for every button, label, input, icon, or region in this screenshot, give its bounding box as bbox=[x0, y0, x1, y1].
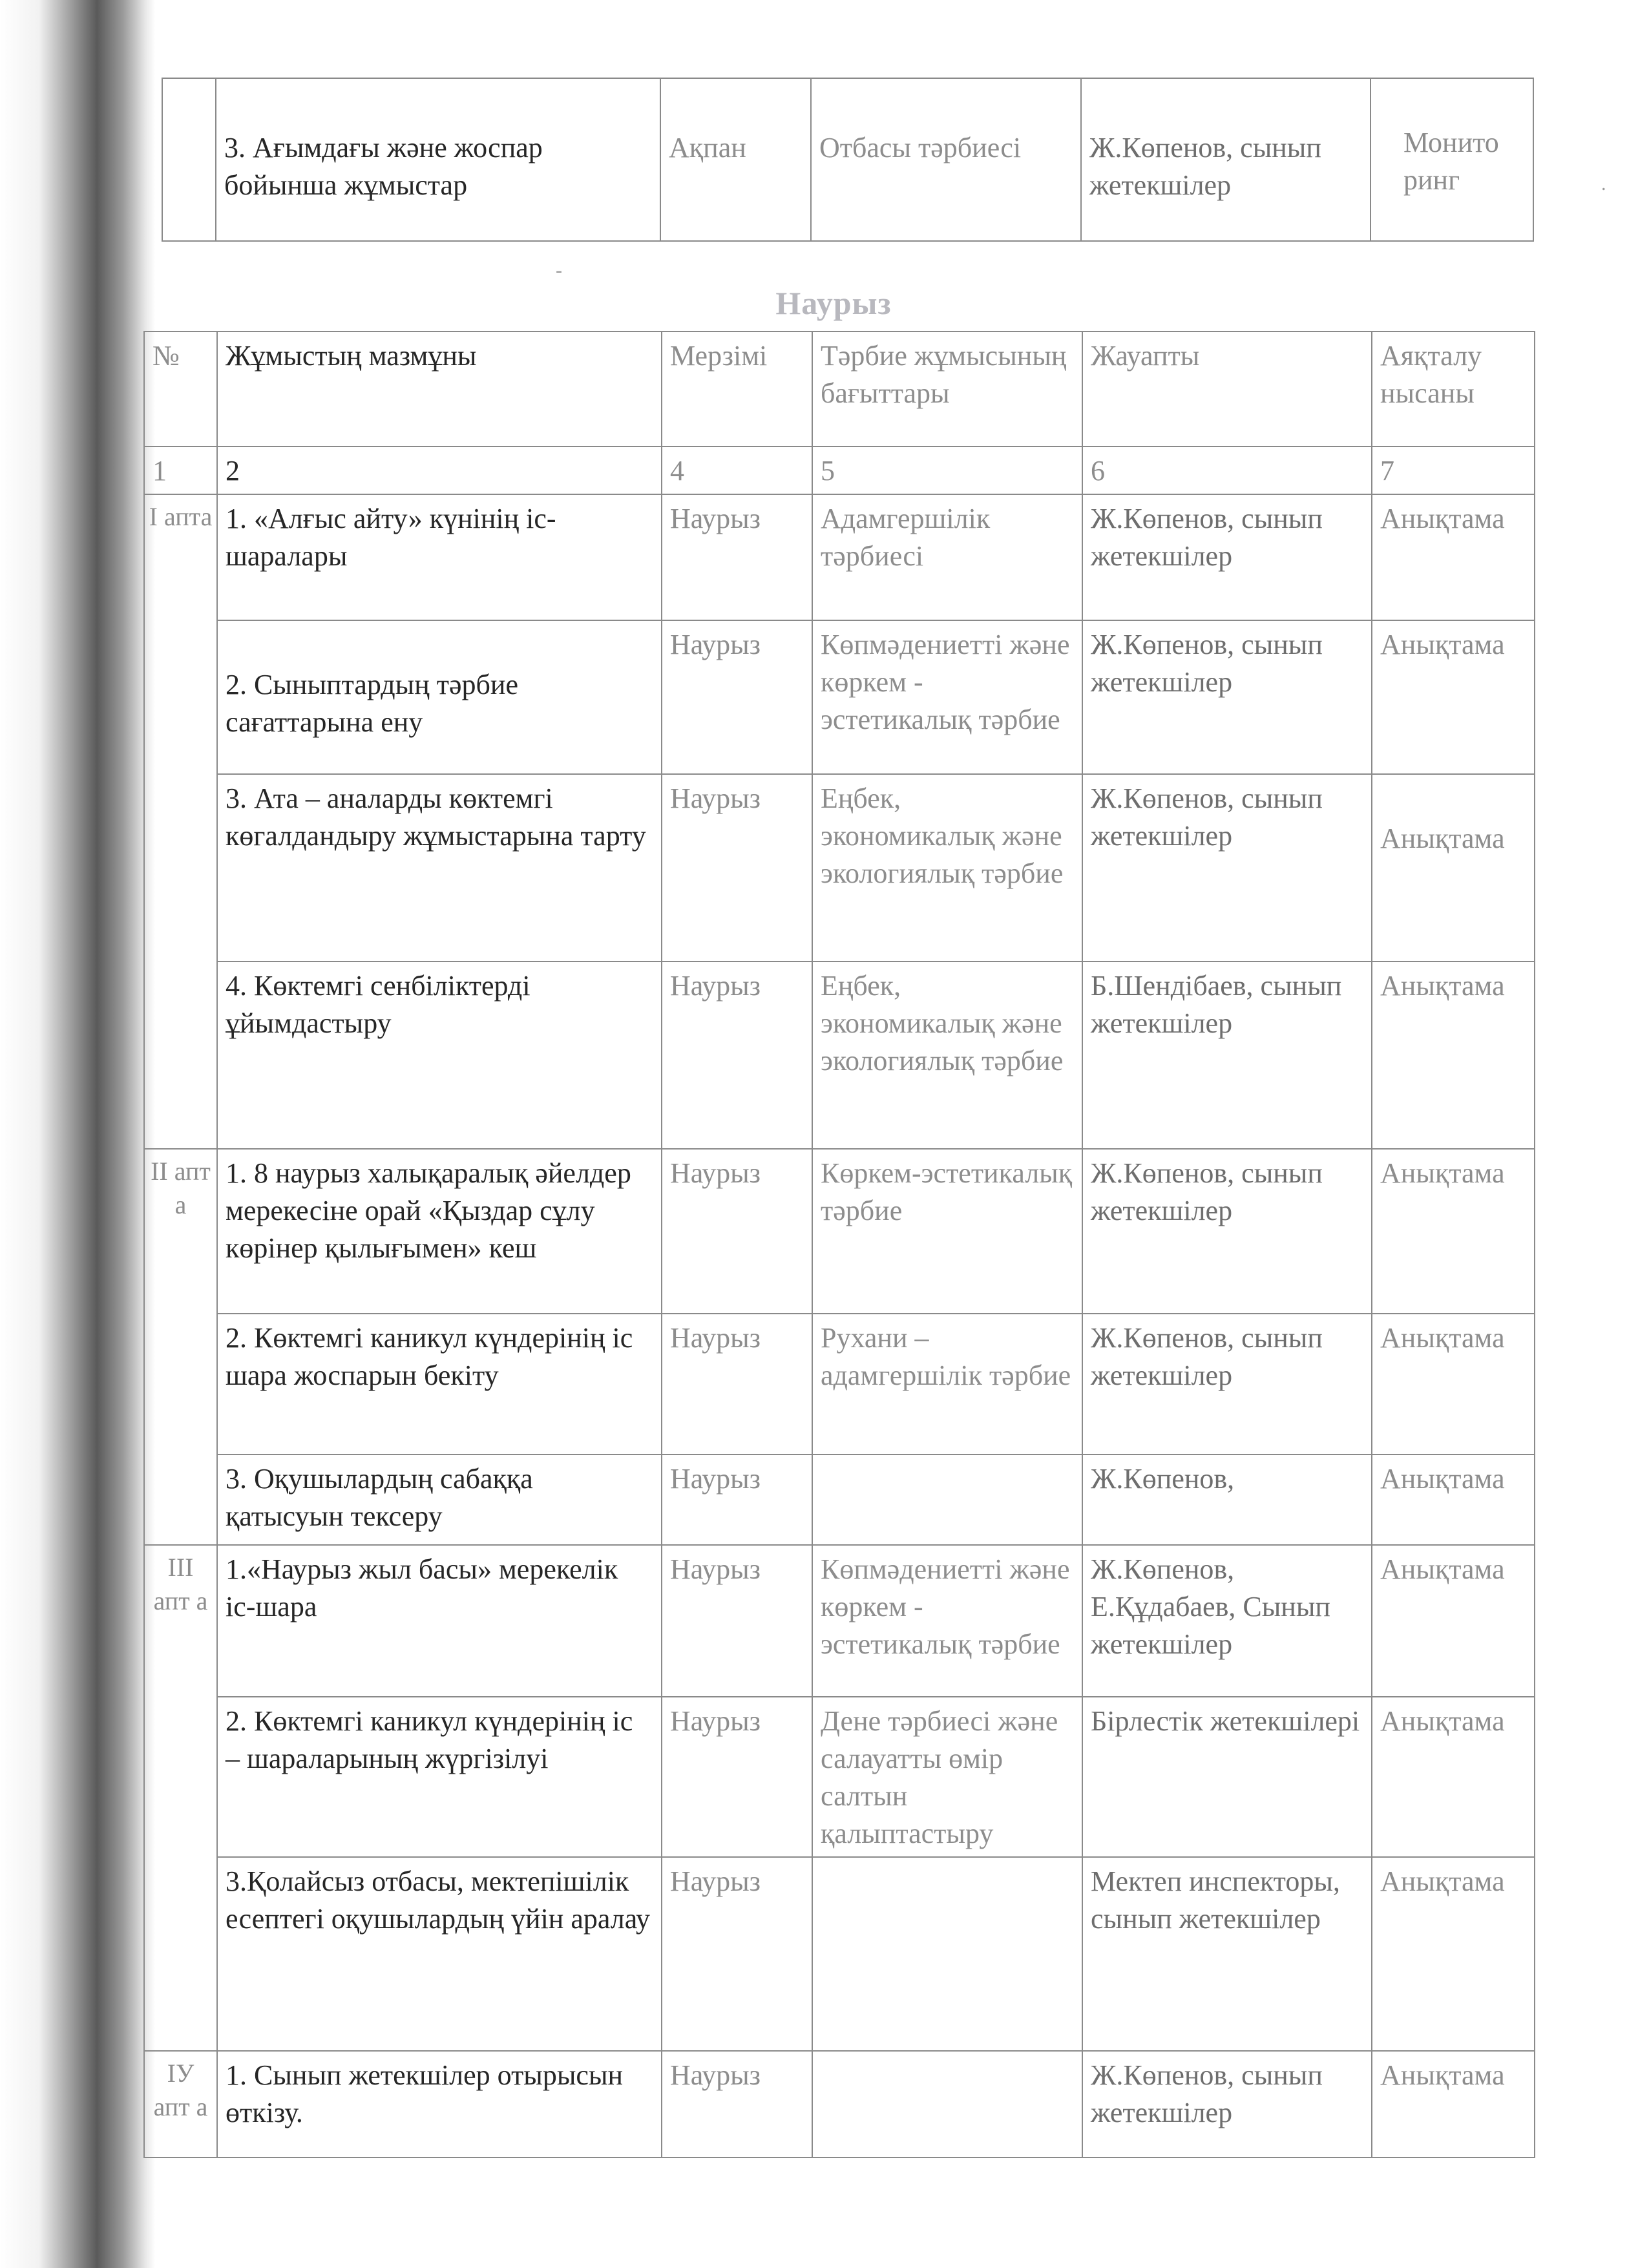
direction-cell: Отбасы тәрбиесі bbox=[811, 78, 1081, 241]
date-cell: Наурыз bbox=[662, 1149, 812, 1314]
table-row bbox=[144, 1314, 1535, 1454]
header-content: Жұмыстың мазмұны bbox=[217, 331, 662, 446]
previous-month-table bbox=[162, 78, 1534, 242]
content-cell: 3. Оқушылардың сабаққа қатысуын тексеру bbox=[217, 1454, 662, 1545]
table-row bbox=[144, 2051, 1535, 2158]
content-cell: 1. 8 наурыз халықаралық әйелдер мерекесіне орай «Қыздар сұлу көрінер қылығымен» кеш bbox=[217, 1149, 662, 1314]
col-number: 1 bbox=[144, 446, 217, 494]
header-row bbox=[144, 331, 1535, 446]
table-row bbox=[144, 1149, 1535, 1314]
content-cell: 2. Сыныптардың тәрбие сағаттарына ену bbox=[217, 620, 662, 774]
date-cell: Наурыз bbox=[662, 1454, 812, 1545]
table-row bbox=[144, 961, 1535, 1149]
date-cell: Наурыз bbox=[662, 1857, 812, 2051]
direction-cell: Көпмәдениетті және көркем - эстетикалық тәрбие bbox=[812, 1545, 1082, 1697]
month-plan-table bbox=[143, 331, 1535, 2158]
table-row bbox=[144, 494, 1535, 620]
stray-mark: - bbox=[556, 260, 562, 281]
form-cell: Анықтама bbox=[1372, 1454, 1535, 1545]
content-cell: 3.Қолайсыз отбасы, мектепішілік есептегі оқушылардың үйін аралау bbox=[217, 1857, 662, 2051]
date-cell: Ақпан bbox=[660, 78, 811, 241]
table-row bbox=[144, 1454, 1535, 1545]
form-cell: Анықтама bbox=[1372, 2051, 1535, 2158]
responsible-cell: Ж.Көпенов, сынып жетекшілер bbox=[1082, 620, 1372, 774]
content-cell: 3. Ата – аналарды көктемгі көгалдандыру жұмыстарына тарту bbox=[217, 774, 662, 961]
date-cell: Наурыз bbox=[662, 1545, 812, 1697]
responsible-cell: Ж.Көпенов, сынып жетекшілер bbox=[1081, 78, 1371, 241]
date-cell: Наурыз bbox=[662, 620, 812, 774]
content-cell: 3. Ағымдағы және жоспар бойынша жұмыстар bbox=[216, 78, 660, 241]
form-cell: Анықтама bbox=[1372, 774, 1535, 961]
week-label-cell: ІІ апт а bbox=[144, 1149, 217, 1545]
responsible-cell: Ж.Көпенов, сынып жетекшілер bbox=[1082, 2051, 1372, 2158]
date-cell: Наурыз bbox=[662, 774, 812, 961]
content-cell: 1.«Наурыз жыл басы» мерекелік іс-шара bbox=[217, 1545, 662, 1697]
content-cell: 2. Көктемгі каникул күндерінің іс – шараларының жүргізілуі bbox=[217, 1697, 662, 1857]
form-cell: Анықтама bbox=[1372, 1149, 1535, 1314]
responsible-cell: Ж.Көпенов, Е.Құдабаев, Сынып жетекшілер bbox=[1082, 1545, 1372, 1697]
direction-cell: Адамгершілік тәрбиесі bbox=[812, 494, 1082, 620]
section-title: Наурыз bbox=[775, 285, 892, 321]
table-row bbox=[144, 774, 1535, 961]
col-number: 7 bbox=[1372, 446, 1535, 494]
header-direction: Тәрбие жұмысының бағыттары bbox=[812, 331, 1082, 446]
table-row bbox=[144, 1857, 1535, 2051]
direction-cell: Дене тәрбиесі және салауатты өмір салтын қалыптастыру bbox=[812, 1697, 1082, 1857]
col-number: 6 bbox=[1082, 446, 1372, 494]
form-cell: Анықтама bbox=[1372, 620, 1535, 774]
responsible-cell: Ж.Көпенов, сынып жетекшілер bbox=[1082, 774, 1372, 961]
stray-mark: . bbox=[1601, 173, 1606, 194]
content-cell: 4. Көктемгі сенбіліктерді ұйымдастыру bbox=[217, 961, 662, 1149]
responsible-cell: Ж.Көпенов, bbox=[1082, 1454, 1372, 1545]
date-cell: Наурыз bbox=[662, 961, 812, 1149]
date-cell: Наурыз bbox=[662, 1314, 812, 1454]
week-label-cell: ІУ апт а bbox=[144, 2051, 217, 2158]
table-row bbox=[162, 78, 1533, 241]
col-number: 2 bbox=[217, 446, 662, 494]
form-cell: Анықтама bbox=[1372, 1857, 1535, 2051]
col-number: 5 bbox=[812, 446, 1082, 494]
week-cell bbox=[162, 78, 216, 241]
form-cell: Анықтама bbox=[1372, 1314, 1535, 1454]
binding-shadow bbox=[0, 0, 155, 2268]
date-cell: Наурыз bbox=[662, 1697, 812, 1857]
responsible-cell: Бірлестік жетекшілері bbox=[1082, 1697, 1372, 1857]
responsible-cell: Ж.Көпенов, сынып жетекшілер bbox=[1082, 494, 1372, 620]
date-cell: Наурыз bbox=[662, 2051, 812, 2158]
table-row bbox=[144, 620, 1535, 774]
header-form: Аяқталу нысаны bbox=[1372, 331, 1535, 446]
direction-cell bbox=[812, 2051, 1082, 2158]
responsible-cell: Ж.Көпенов, сынып жетекшілер bbox=[1082, 1149, 1372, 1314]
form-cell: Монито ринг bbox=[1371, 78, 1533, 241]
header-no: № bbox=[144, 331, 217, 446]
responsible-cell: Ж.Көпенов, сынып жетекшілер bbox=[1082, 1314, 1372, 1454]
col-number: 4 bbox=[662, 446, 812, 494]
week-label-cell: ІІІ апт а bbox=[144, 1545, 217, 2051]
direction-cell bbox=[812, 1857, 1082, 2051]
direction-cell bbox=[812, 1454, 1082, 1545]
responsible-cell: Мектеп инспекторы, сынып жетекшілер bbox=[1082, 1857, 1372, 2051]
content-cell: 2. Көктемгі каникул күндерінің іс шара жоспарын бекіту bbox=[217, 1314, 662, 1454]
form-cell: Анықтама bbox=[1372, 961, 1535, 1149]
responsible-cell: Б.Шендібаев, сынып жетекшілер bbox=[1082, 961, 1372, 1149]
header-responsible: Жауапты bbox=[1082, 331, 1372, 446]
form-cell: Анықтама bbox=[1372, 494, 1535, 620]
direction-cell: Еңбек, экономикалық және экологиялық тәрбие bbox=[812, 961, 1082, 1149]
header-date: Мерзімі bbox=[662, 331, 812, 446]
week-label-cell: І апта bbox=[144, 494, 217, 1149]
table-row bbox=[144, 1697, 1535, 1857]
form-cell: Анықтама bbox=[1372, 1545, 1535, 1697]
direction-cell: Рухани – адамгершілік тәрбие bbox=[812, 1314, 1082, 1454]
content-cell: 1. Сынып жетекшілер отырысын өткізу. bbox=[217, 2051, 662, 2158]
direction-cell: Көркем-эстетикалық тәрбие bbox=[812, 1149, 1082, 1314]
content-cell: 1. «Алғыс айту» күнінің іс-шаралары bbox=[217, 494, 662, 620]
table-row bbox=[144, 1545, 1535, 1697]
direction-cell: Еңбек, экономикалық және экологиялық тәрбие bbox=[812, 774, 1082, 961]
form-cell: Анықтама bbox=[1372, 1697, 1535, 1857]
column-number-row bbox=[144, 446, 1535, 494]
date-cell: Наурыз bbox=[662, 494, 812, 620]
direction-cell: Көпмәдениетті және көркем - эстетикалық тәрбие bbox=[812, 620, 1082, 774]
